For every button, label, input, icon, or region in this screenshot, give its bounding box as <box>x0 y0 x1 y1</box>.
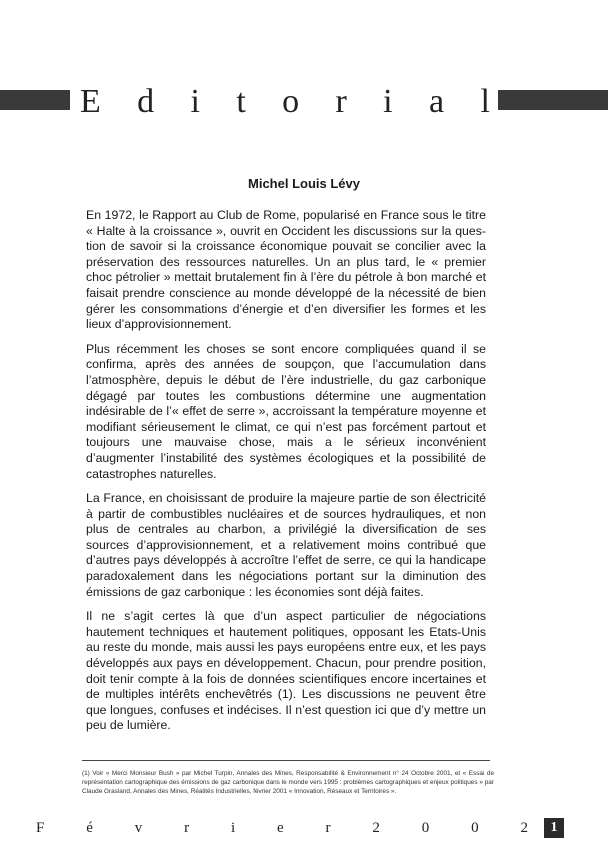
footer-letter: r <box>184 819 190 836</box>
section-title <box>80 84 490 120</box>
paragraph: Plus récemment les choses se sont encore compliquées quand il se confirma, après des années de soupçon, que l’accumulation dans l’atmosphère, depuis le début de l’ère industrielle, du gaz carbonique dégagé par toutes les combustions détermine une augmentation indésirable de l’« effet de serre », accroissant la température moyenne et modifiant sérieusement le climat, ce qui n’est pas forcément partout et toujours une mauvaise chose, mais a le sérieux inconvénient d’augmenter l’instabilité des systèmes écologiques et la possibilité de catastrophes naturelles. <box>86 341 486 481</box>
footer-letter: 0 <box>421 819 430 836</box>
footer-letter: v <box>134 819 143 836</box>
footer-letter: r <box>325 819 331 836</box>
title-letter: o <box>282 83 300 120</box>
footnote: (1) Voir « Merci Monsieur Bush » par Michel Turpin, Annales des Mines, Responsabilité & Environnement n° 24 Octobre 2001, et « Essai de représentation cartographique des émissions de gaz carbonique dans le monde vers 1995 : problèmes cartographiques et enjeux politiques » par Claude Grasland, Annales des Mines, Réalités Industrielles, février 2001 « Innovation, Réseaux et Territoires ». <box>82 770 494 795</box>
footer-letter: 2 <box>372 819 380 836</box>
title-letter: i <box>383 83 393 120</box>
header-bar-right <box>498 90 608 110</box>
paragraph: Il ne s’agit certes là que d’un aspect particulier de négociations hautement techniques et hautement politiques, opposant les Etats-Unis au reste du monde, mais aussi les pays européens entre eux, et les pays développés aux pays en développement. Chacun, pour prendre position, doit tenir compte à la fois de données scientifiques encore incertaines et de multiples intérêts enchevêtrés (1). Les discussions ne peuvent être que longues, confuses et indécises. Il n’est question ici que d’y mettre un peu de lumière. <box>86 609 486 733</box>
footer-letter: 0 <box>471 819 479 836</box>
paragraph: La France, en choisissant de produire la majeure partie de son électricité à partir de combustibles nucléaires et de sources hydrauliques, et non plus de centrales au charbon, a privilégié la diversification de ses sources d’approvisionnement, et a relativement moins contribué que d’autres pays développés à accroître l’effet de serre, ce qui la handicape paradoxalement dans les négociations portant sur la diminution des émissions de gaz carbonique : les économies sont déjà faites. <box>86 491 486 599</box>
header-bar-left <box>0 90 70 110</box>
title-letter: d <box>137 83 155 120</box>
title-letter: a <box>428 83 445 120</box>
page-number: 1 <box>544 818 564 838</box>
title-letter: i <box>190 83 200 120</box>
paragraph: En 1972, le Rapport au Club de Rome, popularisé en France sous le titre « Halte à la croissance », ouvrit en Occident les discussions sur la question de savoir si la croissance économique pouvait se concilier avec la préservation des ressources naturelles. Un an plus tard, le « premier choc pétrolier » mettait brutalement fin à l’ère du pétrole à bon marché et faisait prendre conscience au monde développé de la nécessité de bien gérer les consommations d’énergie et d’en diversifier les formes et les lieux d’approvisionnement. <box>86 208 486 332</box>
footer-letter: F <box>36 819 45 836</box>
author-name: Michel Louis Lévy <box>248 176 360 191</box>
footer-letter: 2 <box>520 819 528 836</box>
title-letter: t <box>236 83 246 120</box>
title-letter: l <box>480 83 490 120</box>
footnote-divider <box>82 760 490 761</box>
footer-date <box>36 816 528 840</box>
title-letter: r <box>335 83 347 120</box>
article-body <box>86 208 486 743</box>
footer-letter: e <box>276 819 284 836</box>
footer-letter: é <box>86 819 93 836</box>
footer-letter: i <box>230 819 236 836</box>
title-letter: E <box>80 83 101 120</box>
